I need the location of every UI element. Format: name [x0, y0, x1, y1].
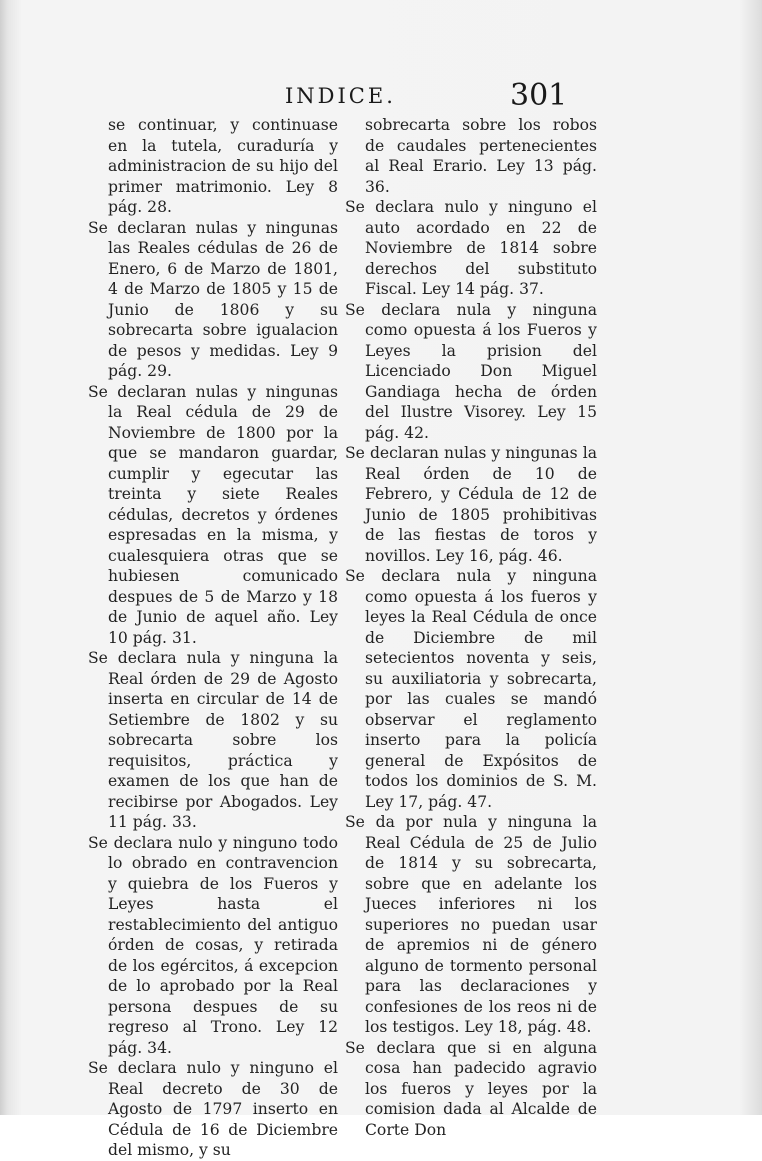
index-entry: Se declara que si en alguna cosa han padecido agravio los fueros y leyes por la comision dada al Alcalde de Corte Don [345, 1038, 597, 1139]
left-column [88, 115, 338, 1161]
index-entry: Se declara nula y ninguna como opuesta á los fueros y leyes la Real Cédula de once de Diciembre de mil setecientos noventa y seis, su auxiliatoria y sobrecarta, por las cuales se mandó observar el reglamento inserto para la policía general de Expósitos de todos los dominios de S. M. Ley 17, pág. 47. [345, 567, 597, 811]
index-entry: Se declaran nulas y ningunas la Real cédula de 29 de Noviembre de 1800 por la que se mandaron guardar, cumplir y egecutar las treinta y siete Reales cédulas, decretos y órdenes espresadas en la misma, y cualesquiera otras que se hubiesen comunicado despues de 5 de Marzo y 18 de Junio de aquel año. Ley 10 pág. 31. [88, 382, 338, 647]
index-entry: Se declaran nulas y ningunas las Reales cédulas de 26 de Enero, 6 de Marzo de 1801, 4 de Marzo de 1805 y 15 de Junio de 1806 y su sobrecarta sobre igualacion de pesos y medidas. Ley 9 pág. 29. [88, 218, 338, 380]
index-entry: sobrecarta sobre los robos de caudales pertenecientes al Real Erario. Ley 13 pág. 36. [365, 116, 597, 196]
right-column [345, 115, 597, 1140]
running-title: INDICE. [285, 84, 396, 108]
index-entry: Se declara nulo y ninguno el Real decreto de 30 de Agosto de 1797 inserto en Cédula de 16 de Diciembre del mismo, y su [88, 1059, 338, 1159]
index-entry: Se declara nula y ninguna la Real órden de 29 de Agosto inserta en circular de 14 de Setiembre de 1802 y su sobrecarta sobre los requisitos, práctica y examen de los que han de recibirse por Abogados. Ley 11 pág. 33. [88, 649, 338, 831]
index-entry: Se da por nula y ninguna la Real Cédula de 25 de Julio de 1814 y su sobrecarta, sobre que en adelante los Jueces inferiores ni los superiores no puedan usar de apremios ni de género alguno de tormento personal para las declaraciones y confesiones de los reos ni de los testigos. Ley 18, pág. 48. [345, 813, 597, 1036]
index-entry: se continuar, y continuase en la tutela, curaduría y administracion de su hijo del primer matrimonio. Ley 8 pág. 28. [108, 116, 338, 216]
index-entry: Se declara nulo y ninguno todo lo obrado en contravencion y quiebra de los Fueros y Leyes hasta el restablecimiento del antiguo órden de cosas, y retirada de los egércitos, á excepcion de lo aprobado por la Real persona despues de su regreso al Trono. Ley 12 pág. 34. [88, 833, 338, 1057]
index-entry: Se declara nulo y ninguno el auto acordado en 22 de Noviembre de 1814 sobre derechos del substituto Fiscal. Ley 14 pág. 37. [345, 198, 597, 298]
index-entry: Se declaran nulas y ningunas la Real órden de 10 de Febrero, y Cédula de 12 de Junio de 1805 prohibitivas de las fiestas de toros y novillos. Ley 16, pág. 46. [345, 444, 597, 565]
page-header [80, 78, 600, 118]
page-number: 301 [510, 78, 568, 113]
index-entry: Se declara nula y ninguna como opuesta á los Fueros y Leyes la prision del Licenciado Don Miguel Gandiaga hecha de órden del Ilustre Visorey. Ley 15 pág. 42. [345, 300, 597, 442]
